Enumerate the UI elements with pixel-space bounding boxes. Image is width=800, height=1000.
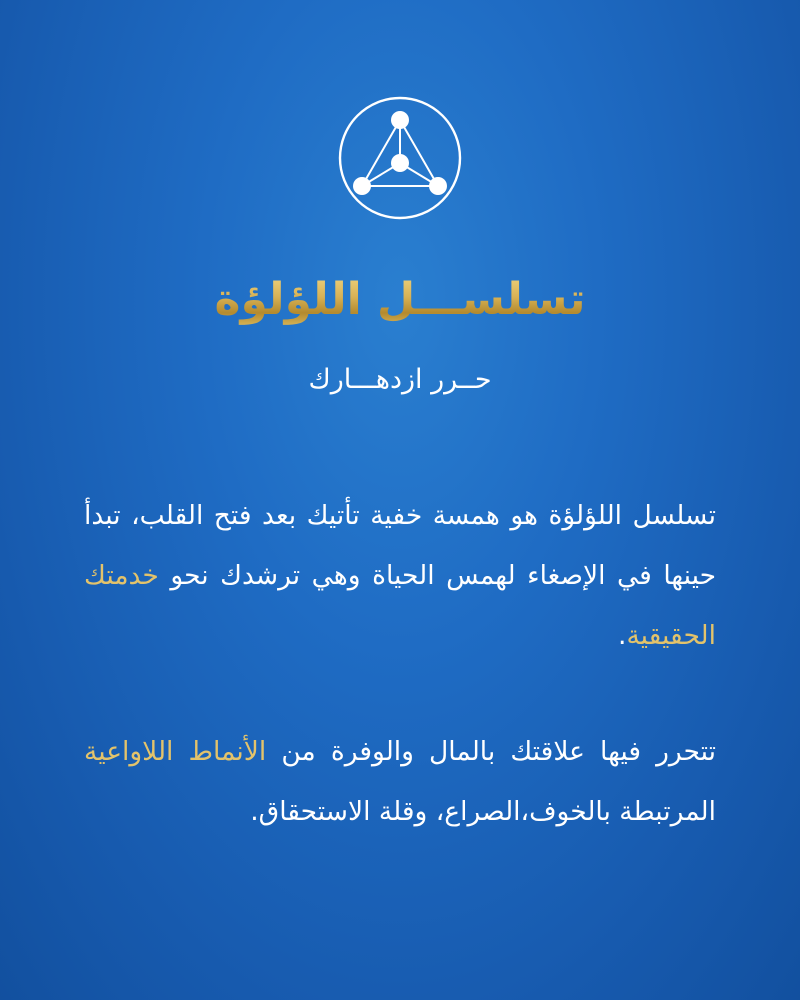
paragraph-release: [84, 722, 716, 842]
page-subtitle: حــرر ازدهـــارك: [308, 364, 492, 395]
page-title: تسلســـل اللؤلؤة: [0, 268, 800, 332]
paragraph-intro-text: تسلسل اللؤلؤة هو همسة خفية تأتيك بعد فتح القلب، تبدأ حينها في الإصغاء لهمس الحياة وهي ترشدك نحو: [84, 500, 716, 591]
paragraph-release-highlight: الأنماط اللاواعية: [84, 736, 267, 767]
paragraph-release-end: المرتبطة بالخوف،الصراع، وقلة الاستحقاق.: [250, 796, 716, 827]
paragraph-release-text: تتحرر فيها علاقتك بالمال والوفرة من: [266, 736, 716, 767]
pearl-sequence-logo-icon: [338, 96, 462, 220]
paragraph-intro-end: .: [618, 620, 627, 651]
paragraph-intro-highlight: خدمتك الحقيقية: [84, 560, 716, 651]
paragraph-intro: [84, 486, 716, 666]
